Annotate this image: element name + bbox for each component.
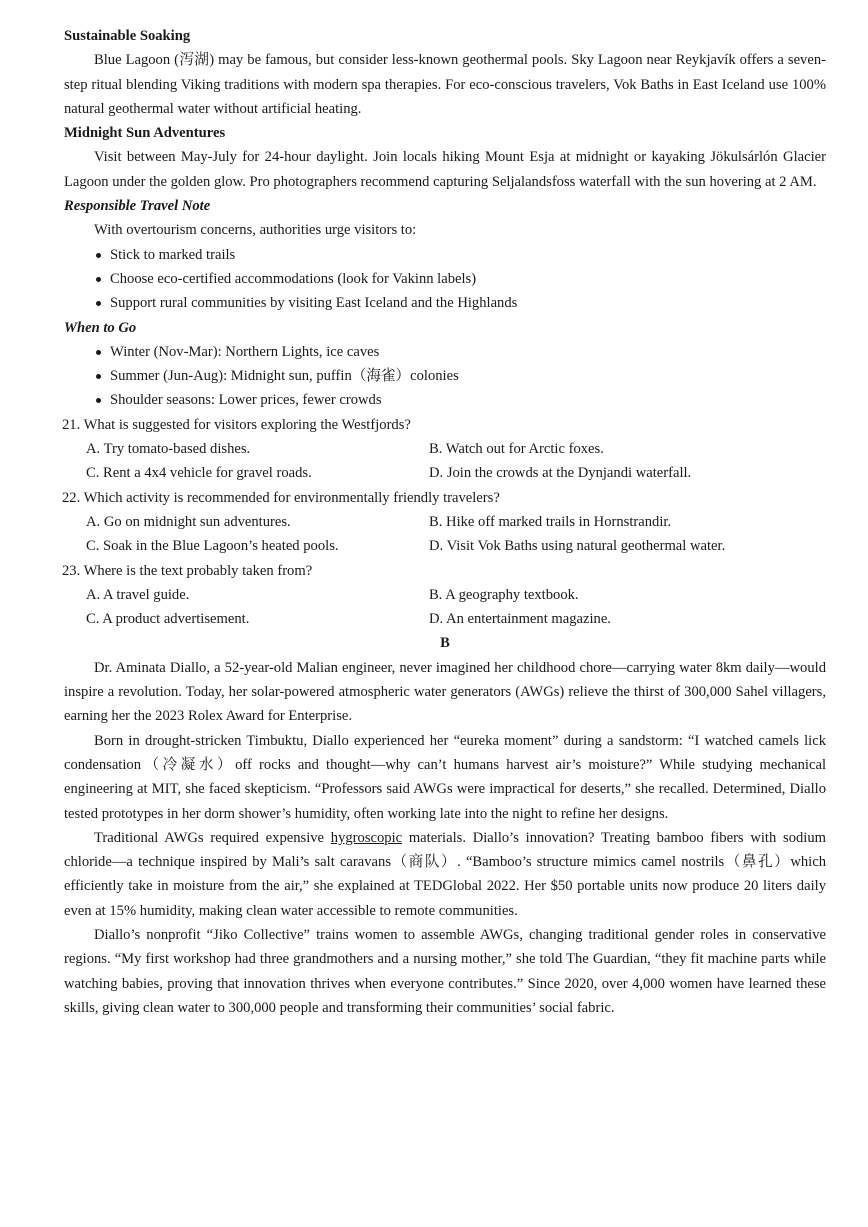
paragraph-midnight-sun: Visit between May-July for 24-hour daylight. Join locals hiking Mount Esja at midnight or kayaking Jökulsárlón Glacier Lagoon under the golden glow. Pro photographers recommend capturing Seljalandsfoss waterfall with the sun hovering at 2 AM. bbox=[64, 149, 826, 190]
question-23 bbox=[64, 559, 826, 632]
question-options bbox=[64, 510, 826, 559]
list-item: Summer (Jun-Aug): Midnight sun, puffin（海雀）colonies bbox=[94, 364, 826, 388]
option-b: B. Watch out for Arctic foxes. bbox=[429, 441, 604, 458]
passage-b-paragraph-4: Diallo’s nonprofit “Jiko Collective” trains women to assemble AWGs, changing traditional gender roles in conservative regions. “My first workshop had three grandmothers and a nursing mother,” she told The Guardian, “they fit machine parts while watching babies, proving that innovation thrives when everyone contributes.” Since 2020, over 4,000 women have learned these skills, giving clean water to 300,000 people and transforming their communities’ social fabric. bbox=[64, 926, 826, 1016]
option-b: B. A geography textbook. bbox=[429, 586, 579, 603]
option-d: D. An entertainment magazine. bbox=[429, 611, 611, 628]
option-a: A. A travel guide. bbox=[86, 586, 190, 603]
passage-b-paragraph-3 bbox=[64, 826, 826, 923]
heading-responsible-travel: Responsible Travel Note bbox=[64, 198, 211, 215]
list-item: Choose eco-certified accommodations (look for Vakinn labels) bbox=[94, 267, 826, 291]
question-22 bbox=[64, 486, 826, 559]
question-options bbox=[64, 437, 826, 486]
heading-when-to-go: When to Go bbox=[64, 319, 137, 336]
option-d: D. Join the crowds at the Dynjandi waterfall. bbox=[429, 465, 692, 482]
option-c: C. Rent a 4x4 vehicle for gravel roads. bbox=[86, 465, 312, 482]
section-b-letter: B bbox=[440, 635, 450, 652]
when-list bbox=[64, 340, 826, 413]
paragraph-text: Traditional AWGs required expensive bbox=[94, 829, 331, 846]
responsible-list bbox=[64, 243, 826, 316]
question-21 bbox=[64, 413, 826, 486]
list-item: Stick to marked trails bbox=[94, 243, 826, 267]
option-d: D. Visit Vok Baths using natural geothermal water. bbox=[429, 538, 726, 555]
list-item: Support rural communities by visiting East Iceland and the Highlands bbox=[94, 291, 826, 315]
list-item: Shoulder seasons: Lower prices, fewer crowds bbox=[94, 388, 826, 412]
question-options bbox=[64, 583, 826, 632]
responsible-intro: With overtourism concerns, authorities urge visitors to: bbox=[94, 222, 417, 239]
option-c: C. Soak in the Blue Lagoon’s heated pools. bbox=[86, 538, 339, 555]
option-a: A. Try tomato-based dishes. bbox=[86, 441, 251, 458]
passage-b-paragraph-2: Born in drought-stricken Timbuktu, Diallo experienced her “eureka moment” during a sandstorm: “I watched camels lick condensation（冷凝水）off rocks and thought—why can’t humans harvest air’s moisture?” While studying mechanical engineering at MIT, she faced skepticism. “Professors said AWGs were impractical for deserts,” she recalled. Determined, Diallo tested prototypes in her dorm shower’s humidity, often working late into the night to refine her designs. bbox=[64, 732, 826, 822]
option-a: A. Go on midnight sun adventures. bbox=[86, 513, 291, 530]
option-c: C. A product advertisement. bbox=[86, 611, 250, 628]
option-b: B. Hike off marked trails in Hornstrandir. bbox=[429, 513, 672, 530]
question-stem: 22. Which activity is recommended for environmentally friendly travelers? bbox=[62, 489, 500, 506]
passage-b-paragraph-1: Dr. Aminata Diallo, a 52-year-old Malian engineer, never imagined her childhood chore—carrying water 8km daily—would inspire a revolution. Today, her solar-powered atmospheric water generators (AWGs) relieve the thirst of 300,000 Sahel villagers, earning her the 2023 Rolex Award for Enterprise. bbox=[64, 659, 826, 725]
paragraph-sustainable-soaking: Blue Lagoon (泻湖) may be famous, but consider less-known geothermal pools. Sky Lagoon near Reykjavík offers a seven-step ritual blending Viking traditions with modern spa therapies. For eco-conscious travelers, Vok Baths in East Iceland use 100% natural geothermal water without artificial heating. bbox=[64, 52, 826, 117]
underlined-word: hygroscopic bbox=[330, 829, 403, 846]
question-stem: 21. What is suggested for visitors exploring the Westfjords? bbox=[62, 416, 411, 433]
question-stem: 23. Where is the text probably taken from? bbox=[62, 562, 313, 579]
list-item: Winter (Nov-Mar): Northern Lights, ice caves bbox=[94, 340, 826, 364]
heading-sustainable-soaking: Sustainable Soaking bbox=[64, 28, 191, 44]
heading-midnight-sun: Midnight Sun Adventures bbox=[64, 125, 226, 142]
paragraph-text: materials. Diallo’s innovation? Treating bamboo fibers with sodium chloride—a technique inspired by Mali’s salt caravans（商队）. “Bamboo’s structure mimics camel nostrils（鼻孔）which efficiently take in moisture from the air,” she explained at TEDGlobal 2022. Her $50 portable units now produce 20 liters daily even at 15% humidity, making clean water accessible to remote communities. bbox=[64, 829, 826, 919]
